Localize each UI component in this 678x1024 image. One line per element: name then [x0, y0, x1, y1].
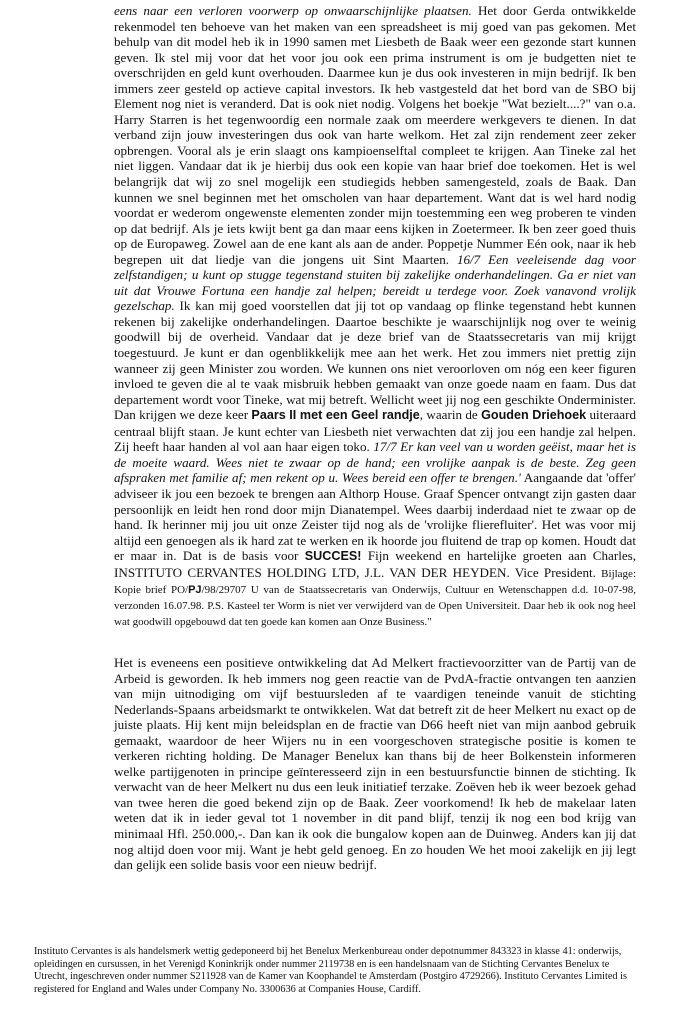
attachment-code: PJ — [188, 583, 202, 596]
footer-legal-text: Instituto Cervantes is als handelsmerk wettig gedeponeerd bij het Benelux Merkenbureau onder depotnummer 843323 in klasse 41: onderwijs, opleidingen en cursussen, in het Verenigd Koninkrijk onder nummer 2119738 en is een handelsnaam van de Stichting Cervantes Benelux te Utrecht, ingeschreven onder nummer S211928 van de Kamer van Koophandel te Amsterdam (Postgiro 4729266). Instituto Cervantes Limited is registered for England and Wales under Company No. 3300636 at Companies House, Cardiff. — [34, 946, 627, 995]
letter-closing: Fijn weekend en hartelijke groeten aan Charles, INSTITUTO CERVANTES HOLDING LTD, J.L. VAN DER HEYDEN. Vice President. — [114, 548, 637, 580]
letter-opening-italic: eens naar een verloren voorwerp op onwaarschijnlijke plaatsen. — [114, 3, 472, 18]
bold-phrase: Paars II met een Geel randje — [251, 408, 420, 423]
letter-body — [114, 3, 636, 629]
attachment-note: Bijlage: Kopie brief PO/ — [114, 567, 636, 596]
letter-paragraph: uiteraard centraal blijft staan. Je kunt echter van Liesbeth niet verwachten dat zij jou een handje zal helpen. Zij heeft haar handen al vol aan haar eigen toko. — [114, 407, 637, 455]
letter-paragraph: Het door Gerda ontwikkelde rekenmodel ten behoeve van het maken van een spreadsheet is mij goed van pas gekomen. Met behulp van dit model heb ik in 1990 samen met Liesbeth de Baak weer een gezonde start kunnen geven. Ik stel mij voor dat het voor jou ook een prima instrument is om je budgetten niet te overschrijden en geld kunt overhouden. Daarmee kun je dus ook investeren in mijn bedrijf. Ik ben immers zeer gesteld op actieve capital investors. Ik heb vastgesteld dat het bord van de SBO bij Element nog niet is veranderd. Dat is ook niet nodig. Volgens het boekje "Wat bezielt....?" van o.a. Harry Starren is het tegenwoordig een normale zaak om meerdere werkgevers te dienen. In dat verband zijn jouw investeringen dus ook van harte welkom. Het zal zijn rendement zeer zeker opbrengen. Vooral als je erin slaagt ons kampioenselftal compleet te krijgen. Aan Tineke zal het niet liggen. Vandaar dat ik je hierbij dus ook een kopie van haar brief doe toekomen. Het is wel belangrijk dat wij zo snel mogelijk een studiegids hebben samengesteld, zoals de Baak. Dan kunnen we snel beginnen met het omscholen van haar departement. Want dat is wel hard nodig voordat er wederom ongewenste elementen zonder mijn toestemming een weg proberen te vinden op dat bedrijf. Als je iets kwijt bent ga dan maar eens kijken in Zoetermeer. Ik ben zeer goed thuis op de Europaweg. Zowel aan de ene kant als aan de ander. Poppetje Nummer Eén ook, naar ik heb begrepen uit dat liedje van die jongens uit Sint Maarten. — [114, 3, 636, 267]
letter-paragraph: Ik kan mij goed voorstellen dat jij tot op vandaag op flinke tegenstand hebt kunnen rekenen bij zakelijke onderhandelingen. Daartoe beschikte je waarschijnlijk nog over te weinig goodwill bij de overheid. Vandaar dat je deze brief van de Staatssecretaris van mij krijgt toegestuurd. Je kunt er dan ogenblikkelijk mee aan het werk. Het zou immers niet prettig zijn wanneer zij geen Minister zou worden. We kunnen ons niet veroorloven om nóg een keer figuren invloed te geven die al te vaak misbruik hebben gemaakt van onze goede naam en faam. Dus dat departement wordt voor Tineke, wat mij betreft. Wellicht weet jij nog een geschikte Onderminister. Dan krijgen we deze keer — [114, 298, 636, 423]
second-paragraph: Het is eveneens een positieve ontwikkeling dat Ad Melkert fractievoorzitter van de Partij van de Arbeid is geworden. Ik heb immers nog geen reactie van de PvdA-fractie ontvangen ten aanzien van mijn uitnodiging om vijf bestuursleden af te vaardigen teneinde vanuit de stichting Nederlands-Spaans arbeidsmarkt te ontwikkelen. Wat dat betreft zit de heer Melkert nu exact op de juiste plaats. Hij kent mijn beleidsplan en de fractie van D66 heeft niet van mijn aanbod gebruik gemaakt, waardoor de heer Wijers nu in een voorgeschoven strategische positie is komen te verkeren richting holding. De Manager Benelux kan thans bij de heer Bolkenstein informeren welke partijgenoten in principe geïnteresseerd zijn in een bestuursfunctie binnen de stichting. Ik verwacht van de heer Melkert nu dus een leuk initiatief terzake. Zoëven heb ik weer bezoek gehad van twee heren die goed bekend zijn op de Baak. Zeer voorkomend! Ik heb de makelaar laten weten dat ik in ieder geval tot 1 november in dit pand blijf, tenzij ik nog een bod krijg van minimaal Hfl. 250.000,-. Dan kan ik ook die bungalow kopen aan de Duinweg. Anders kan jij dat nog altijd doen voor mij. Want je hebt geld genoeg. En zo houden We het mooi zakelijk en jij legt dan gelijk een solide basis voor een nieuw bedrijf. — [114, 655, 636, 873]
horoscope-17-7: 17/7 Er kan veel van u worden geëist, maar het is de moeite waard. Wees niet te zwaar op de hand; een vrolijke aanpak is de beste. Zeg geen afspraken met familie af; men rekent op u. Wees bereid een offer te brengen.' — [114, 439, 636, 486]
letter-paragraph: Aangaande dat 'offer' adviseer ik jou een bezoek te brengen aan Althorp House. Graaf Spencer ontvangt zijn gasten daar persoonlijk en leidt hen rond door mijn Dianatempel. Wees daarbij inderdaad niet te zwaar op de hand. Ik herinner mij jou uit onze Zeister tijd nog als de 'vrolijke flierefluiter'. Het was voor mij altijd een genoegen als ik hard zat te werken en ik hoorde jou fluitend de trap op komen. Houdt dat er maar in. Dat is de basis voor — [114, 470, 636, 564]
letter-text: , waarin de — [419, 407, 478, 423]
horoscope-16-7: 16/7 Een veeleisende dag voor zelfstandigen; u kunt op stugge tegenstand stuiten bij zakelijke onderhandelingen. Ga er niet van uit dat Vrouwe Fortuna een handje zal helpen; bereidt u terdege voor. Zoek vanavond vrolijk gezelschap. — [114, 251, 636, 314]
bold-succes: SUCCES! — [304, 549, 362, 564]
attachment-note: /98/29707 U van de Staatssecretaris van Onderwijs, Cultuur en Wetenschappen d.d. 10-07-98, verzonden 16.07.98. P.S. Kasteel ter Worm is niet ver verwijderd van de Open Universiteit. Daar heb ik ook nog heel wat goodwill opgebouwd dat ten goede kan komen aan Onze Business." — [114, 583, 637, 628]
bold-phrase: Gouden Driehoek — [481, 408, 587, 423]
